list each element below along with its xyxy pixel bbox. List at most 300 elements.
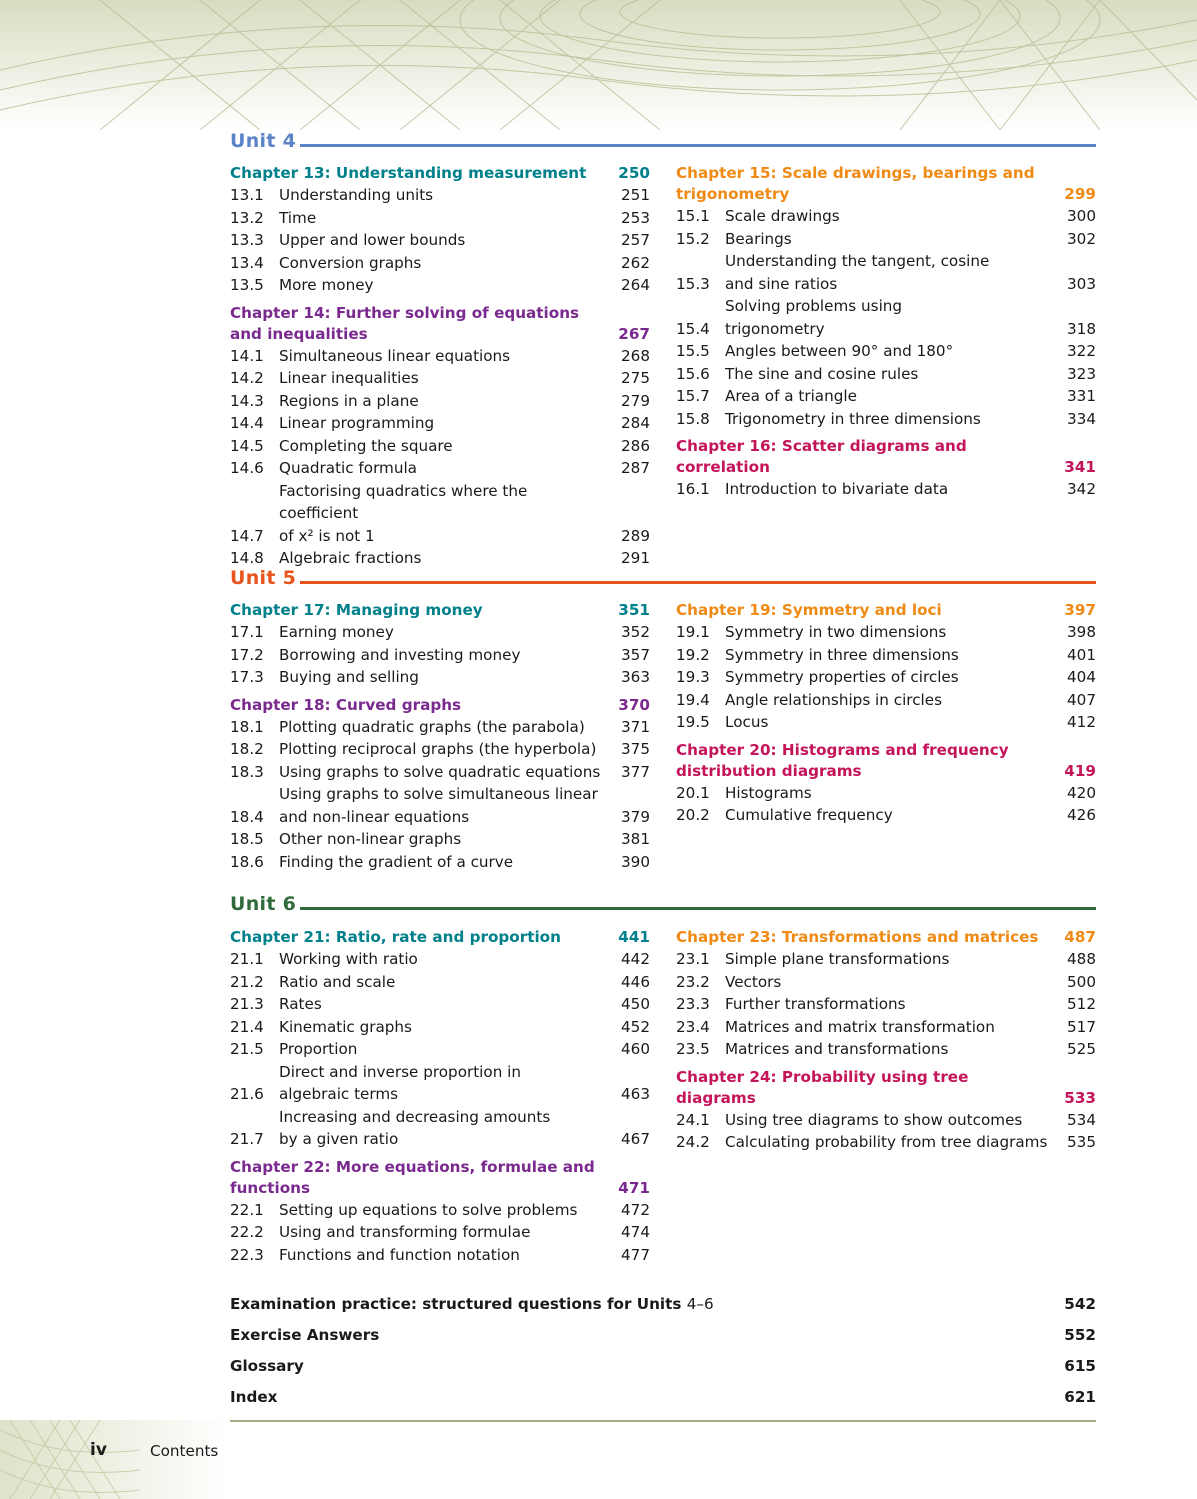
section-title-line: Cumulative frequency (725, 806, 893, 824)
section-title-line: Increasing and decreasing amounts (279, 1107, 551, 1126)
section-title (725, 666, 1062, 689)
section-page: 352 (621, 623, 650, 641)
section-title-line: by a given ratio (279, 1130, 399, 1148)
section-title-line: Working with ratio (279, 950, 418, 968)
section-title-line: Locus (725, 713, 769, 731)
extra-row-index[interactable] (230, 1382, 1096, 1413)
section-page: 488 (1067, 950, 1096, 968)
section-page: 474 (621, 1223, 650, 1241)
section-title-line: Finding the gradient of a curve (279, 852, 514, 871)
section-row[interactable] (230, 1106, 650, 1151)
section-title (725, 205, 1062, 228)
section-number: 17.1 (230, 623, 264, 641)
section-number: 18.1 (230, 717, 264, 736)
section-row[interactable] (230, 948, 650, 971)
section-title (725, 1131, 1062, 1154)
unit-5-right-column (676, 600, 1096, 827)
section-title (725, 711, 1062, 734)
section-number: 13.4 (230, 253, 264, 272)
section-title-line: and non-linear equations (279, 807, 470, 826)
section-row[interactable] (230, 828, 650, 851)
section-number: 13.2 (230, 208, 264, 227)
section-row[interactable] (676, 621, 1096, 644)
section-title (279, 412, 616, 435)
section-row[interactable] (676, 250, 1096, 295)
section-title (725, 295, 1062, 340)
section-row[interactable] (230, 229, 650, 252)
section-row[interactable] (676, 363, 1096, 386)
section-title (279, 828, 616, 851)
chapter-heading[interactable] (230, 163, 650, 184)
section-number: 17.3 (230, 668, 264, 686)
page-folio: iv (90, 1440, 107, 1460)
chapter-title: Chapter 13: Understanding measurement (230, 164, 587, 182)
footer-rule (230, 1420, 1096, 1422)
section-title (725, 1109, 1062, 1132)
section-row[interactable] (230, 367, 650, 390)
section-page: 300 (1067, 207, 1096, 225)
section-row[interactable] (676, 1038, 1096, 1061)
chapter-title: Chapter 14: Further solving of equations and inequalities (230, 303, 580, 343)
section-title-line: Using tree diagrams to show outcomes (725, 1110, 1023, 1129)
section-number: 21.1 (230, 950, 264, 968)
section-number: 19.5 (676, 713, 710, 731)
section-row[interactable] (230, 621, 650, 644)
section-title-line: Matrices and transformations (725, 1040, 949, 1058)
section-page: 318 (1067, 319, 1096, 338)
chapter-title: Chapter 19: Symmetry and loci (676, 601, 942, 619)
chapter-page: 471 (618, 1178, 650, 1197)
section-number: 21.4 (230, 1017, 264, 1036)
section-title-line: Algebraic fractions (279, 549, 422, 567)
section-title-line: of x² is not 1 (279, 526, 375, 545)
section-row[interactable] (230, 971, 650, 994)
section-number: 20.2 (676, 806, 710, 824)
chapter-page: 441 (618, 928, 650, 946)
section-title-line: Simple plane transformations (725, 950, 950, 968)
section-number: 21.7 (230, 1130, 264, 1148)
section-number: 22.3 (230, 1245, 264, 1264)
section-row[interactable] (230, 644, 650, 667)
section-title (279, 435, 616, 458)
section-title (279, 716, 616, 739)
extra-row-glossary[interactable] (230, 1351, 1096, 1382)
section-row[interactable] (676, 1109, 1096, 1132)
section-page: 477 (621, 1245, 650, 1264)
section-number: 14.3 (230, 391, 264, 410)
chapter-page: 351 (618, 601, 650, 619)
chapter-heading[interactable] (676, 600, 1096, 621)
section-page: 398 (1067, 623, 1096, 641)
section-page: 535 (1067, 1133, 1096, 1151)
section-row[interactable] (230, 1244, 650, 1267)
section-page: 268 (621, 346, 650, 365)
section-number: 23.2 (676, 972, 710, 991)
section-title (725, 340, 1062, 363)
section-page: 379 (621, 807, 650, 826)
section-row[interactable] (230, 851, 650, 874)
section-title-line: Understanding units (279, 186, 434, 204)
section-title-line: Introduction to bivariate data (725, 480, 949, 498)
section-number: 19.3 (676, 668, 710, 686)
section-title-line: Other non-linear graphs (279, 830, 462, 848)
section-title (279, 993, 616, 1016)
section-title (279, 252, 616, 275)
chapter-title: Chapter 18: Curved graphs (230, 695, 462, 714)
section-title (725, 250, 1062, 295)
section-title-line: Histograms (725, 783, 812, 802)
section-title-line: Calculating probability from tree diagrams (725, 1133, 1048, 1151)
section-number: 21.5 (230, 1040, 264, 1058)
chapter-page: 267 (618, 324, 650, 343)
section-number: 15.7 (676, 387, 710, 405)
section-row[interactable] (676, 1131, 1096, 1154)
unit-5-title: Unit 5 (230, 567, 297, 589)
running-footer-label: Contents (150, 1442, 219, 1460)
section-number: 15.6 (676, 364, 710, 383)
section-row[interactable] (230, 274, 650, 297)
chapter-heading[interactable] (676, 436, 1096, 478)
section-title-line: Trigonometry in three dimensions (725, 409, 981, 428)
section-number: 19.1 (676, 623, 710, 641)
chapter-title: Chapter 22: More equations, formulae and functions (230, 1157, 595, 1197)
chapter-page: 487 (1064, 928, 1096, 946)
section-row[interactable] (676, 295, 1096, 340)
unit-6-header (230, 893, 1096, 919)
section-title-line: Plotting reciprocal graphs (the hyperbola) (279, 740, 597, 758)
section-title (279, 851, 616, 874)
section-page: 442 (621, 950, 650, 968)
section-title-line: Using and transforming formulae (279, 1223, 531, 1241)
section-number: 23.1 (676, 950, 710, 968)
unit-5-header (230, 567, 1096, 593)
section-title-line: Setting up equations to solve problems (279, 1200, 578, 1219)
section-row[interactable] (676, 228, 1096, 251)
section-number: 22.2 (230, 1223, 264, 1241)
section-row[interactable] (230, 252, 650, 275)
section-title (725, 644, 1062, 667)
chapter-title: Chapter 20: Histograms and frequency distribution diagrams (676, 740, 1009, 780)
section-number: 15.2 (676, 229, 710, 248)
chapter-page: 250 (618, 164, 650, 182)
section-number: 24.1 (676, 1110, 710, 1129)
section-row[interactable] (230, 457, 650, 480)
section-row[interactable] (230, 1061, 650, 1106)
section-number: 15.1 (676, 207, 710, 225)
section-number: 16.1 (676, 480, 710, 498)
section-page: 375 (621, 740, 650, 758)
section-title (279, 229, 616, 252)
section-number: 14.7 (230, 526, 264, 545)
section-page: 302 (1067, 229, 1096, 248)
section-row[interactable] (676, 478, 1096, 501)
section-row[interactable] (230, 761, 650, 784)
section-page: 363 (621, 668, 650, 686)
section-title-line: Further transformations (725, 995, 906, 1013)
chapter-heading[interactable] (230, 303, 650, 345)
section-title (725, 971, 1062, 994)
extra-title: Index (230, 1388, 278, 1406)
section-title-line: Symmetry properties of circles (725, 668, 959, 686)
chapter-title: Chapter 21: Ratio, rate and proportion (230, 928, 561, 946)
section-page: 286 (621, 436, 650, 455)
extra-row-exercise-answers[interactable] (230, 1320, 1096, 1351)
section-title-line: Earning money (279, 623, 394, 641)
section-number: 18.6 (230, 852, 264, 871)
section-page: 446 (621, 972, 650, 991)
section-title-line: Buying and selling (279, 668, 419, 686)
section-row[interactable] (230, 1199, 650, 1222)
section-number: 14.1 (230, 346, 264, 365)
section-title-line: algebraic terms (279, 1085, 399, 1103)
section-title (279, 457, 616, 480)
section-number: 17.2 (230, 645, 264, 664)
section-page: 467 (621, 1130, 650, 1148)
section-row[interactable] (676, 205, 1096, 228)
section-title-line: Quadratic formula (279, 459, 417, 477)
section-title-line: Borrowing and investing money (279, 645, 521, 664)
section-title (279, 783, 616, 828)
chapter-heading[interactable] (676, 927, 1096, 948)
section-page: 371 (621, 717, 650, 736)
section-page: 253 (621, 208, 650, 227)
section-row[interactable] (676, 993, 1096, 1016)
chapter-page: 397 (1064, 601, 1096, 619)
section-title-line: trigonometry (725, 319, 825, 338)
section-row[interactable] (676, 385, 1096, 408)
section-number: 15.8 (676, 409, 710, 428)
section-number: 24.2 (676, 1133, 710, 1151)
section-number: 13.1 (230, 186, 264, 204)
chapter-heading[interactable] (676, 740, 1096, 782)
section-title-line: Time (279, 208, 317, 227)
section-row[interactable] (230, 1221, 650, 1244)
section-row[interactable] (676, 689, 1096, 712)
chapter-heading[interactable] (230, 600, 650, 621)
section-number: 13.3 (230, 231, 264, 249)
section-title-line: Functions and function notation (279, 1245, 520, 1264)
section-title-line: Completing the square (279, 436, 453, 455)
section-page: 264 (621, 276, 650, 294)
section-title-line: Direct and inverse proportion in (279, 1062, 521, 1081)
section-title-line: and sine ratios (725, 274, 838, 293)
section-page: 381 (621, 830, 650, 848)
section-title-line: Conversion graphs (279, 253, 422, 272)
section-number: 23.3 (676, 995, 710, 1013)
section-row[interactable] (230, 666, 650, 689)
section-title (279, 1244, 616, 1267)
section-title-line: More money (279, 276, 374, 294)
chapter-heading[interactable] (676, 163, 1096, 205)
chapter-title: Chapter 24: Probability using tree diagrams (676, 1067, 969, 1107)
section-title-line: Kinematic graphs (279, 1017, 412, 1036)
section-title-line: Proportion (279, 1040, 358, 1058)
section-row[interactable] (676, 804, 1096, 827)
section-title (725, 408, 1062, 431)
section-page: 331 (1067, 387, 1096, 405)
extra-title: Exercise Answers (230, 1326, 380, 1344)
chapter-title: Chapter 17: Managing money (230, 601, 483, 619)
section-page: 463 (621, 1085, 650, 1103)
section-title (279, 971, 616, 994)
section-page: 407 (1067, 690, 1096, 709)
section-page: 342 (1067, 480, 1096, 498)
unit-4-rule (300, 144, 1096, 147)
section-row[interactable] (676, 971, 1096, 994)
section-title (279, 1221, 616, 1244)
section-row[interactable] (230, 345, 650, 368)
section-number: 18.4 (230, 807, 264, 826)
section-page: 452 (621, 1017, 650, 1036)
section-row[interactable] (230, 207, 650, 230)
extra-row-exam-practice[interactable] (230, 1289, 1096, 1320)
section-page: 390 (621, 852, 650, 871)
back-matter (230, 1289, 1096, 1413)
unit-6-left-column (230, 927, 650, 1266)
section-row[interactable] (676, 666, 1096, 689)
section-title (725, 478, 1062, 501)
section-page: 500 (1067, 972, 1096, 991)
section-page: 303 (1067, 274, 1096, 293)
section-page: 534 (1067, 1110, 1096, 1129)
section-title (279, 761, 616, 784)
section-title (725, 782, 1062, 805)
section-row[interactable] (676, 1016, 1096, 1039)
section-row[interactable] (230, 480, 650, 548)
section-row[interactable] (230, 738, 650, 761)
extra-page: 552 (1064, 1326, 1096, 1344)
unit-5-left-column (230, 600, 650, 873)
section-row[interactable] (230, 1016, 650, 1039)
chapter-heading[interactable] (230, 927, 650, 948)
section-page: 377 (621, 762, 650, 781)
section-page: 412 (1067, 713, 1096, 731)
section-row[interactable] (230, 435, 650, 458)
section-row[interactable] (230, 1038, 650, 1061)
section-title-line: Symmetry in two dimensions (725, 623, 947, 641)
section-number: 18.5 (230, 830, 264, 848)
section-number: 21.6 (230, 1085, 264, 1103)
section-title-line: Angle relationships in circles (725, 690, 943, 709)
section-number: 15.3 (676, 274, 710, 293)
section-title-line: Area of a triangle (725, 387, 857, 405)
section-title (279, 738, 616, 761)
section-page: 525 (1067, 1040, 1096, 1058)
section-title (725, 228, 1062, 251)
section-title-line: Using graphs to solve quadratic equations (279, 762, 601, 781)
section-number: 15.4 (676, 319, 710, 338)
section-row[interactable] (676, 644, 1096, 667)
section-page: 460 (621, 1040, 650, 1058)
section-row[interactable] (230, 993, 650, 1016)
section-title (279, 274, 616, 297)
section-page: 284 (621, 414, 650, 432)
section-number: 19.2 (676, 645, 710, 664)
section-page: 420 (1067, 783, 1096, 802)
section-number: 22.1 (230, 1200, 264, 1219)
section-page: 472 (621, 1200, 650, 1219)
chapter-title: Chapter 23: Transformations and matrices (676, 928, 1039, 946)
section-title-line: Matrices and matrix transformation (725, 1017, 995, 1036)
section-title (279, 367, 616, 390)
section-page: 401 (1067, 645, 1096, 664)
section-row[interactable] (230, 412, 650, 435)
section-title-line: Solving problems using (725, 297, 903, 315)
section-title (279, 621, 616, 644)
chapter-page: 533 (1064, 1088, 1096, 1107)
section-title-line: Linear inequalities (279, 369, 419, 387)
section-title (725, 804, 1062, 827)
section-title (279, 390, 616, 413)
section-number: 14.6 (230, 459, 264, 477)
section-page: 289 (621, 526, 650, 545)
section-page: 279 (621, 391, 650, 410)
section-title-line: Angles between 90° and 180° (725, 342, 954, 360)
section-title (279, 1038, 616, 1061)
section-title (725, 363, 1062, 386)
section-title-line: Using graphs to solve simultaneous linear (279, 785, 598, 803)
section-title-line: Regions in a plane (279, 391, 419, 410)
extra-page: 621 (1064, 1388, 1096, 1406)
section-title-line: Scale drawings (725, 207, 840, 225)
section-title-line: The sine and cosine rules (725, 364, 919, 383)
extra-title: Glossary (230, 1357, 304, 1375)
section-row[interactable] (676, 340, 1096, 363)
section-row[interactable] (230, 184, 650, 207)
chapter-heading[interactable] (230, 695, 650, 716)
section-title-line: Understanding the tangent, cosine (725, 252, 990, 270)
unit-5-rule (300, 581, 1096, 584)
chapter-page: 341 (1064, 458, 1096, 476)
section-number: 18.2 (230, 740, 264, 758)
extra-page: 542 (1064, 1295, 1096, 1313)
section-title (725, 689, 1062, 712)
section-row[interactable] (676, 948, 1096, 971)
unit-6-rule (300, 907, 1096, 910)
section-number: 20.1 (676, 783, 710, 802)
section-title (725, 1038, 1062, 1061)
section-title-line: Plotting quadratic graphs (the parabola) (279, 717, 585, 736)
section-row[interactable] (676, 711, 1096, 734)
section-number: 21.3 (230, 995, 264, 1013)
section-number: 23.4 (676, 1017, 710, 1036)
section-number: 14.4 (230, 414, 264, 432)
section-title-line: Vectors (725, 972, 782, 991)
extra-title: Examination practice: structured questions for Units (230, 1295, 682, 1313)
section-row[interactable] (230, 390, 650, 413)
chapter-title: Chapter 15: Scale drawings, bearings and trigonometry (676, 164, 1035, 203)
chapter-heading[interactable] (676, 1067, 1096, 1109)
section-row[interactable] (676, 408, 1096, 431)
section-number: 21.2 (230, 972, 264, 991)
section-page: 251 (621, 186, 650, 204)
section-row[interactable] (676, 782, 1096, 805)
section-number: 18.3 (230, 762, 264, 781)
section-page: 450 (621, 995, 650, 1013)
section-row[interactable] (230, 716, 650, 739)
section-number: 15.5 (676, 342, 710, 360)
section-page: 517 (1067, 1017, 1096, 1036)
section-row[interactable] (230, 783, 650, 828)
chapter-heading[interactable] (230, 1157, 650, 1199)
section-title (279, 345, 616, 368)
header-decoration (0, 0, 1197, 130)
section-title (279, 184, 616, 207)
section-page: 426 (1067, 806, 1096, 824)
section-title (279, 1061, 616, 1106)
section-title (279, 207, 616, 230)
section-page: 287 (621, 459, 650, 477)
